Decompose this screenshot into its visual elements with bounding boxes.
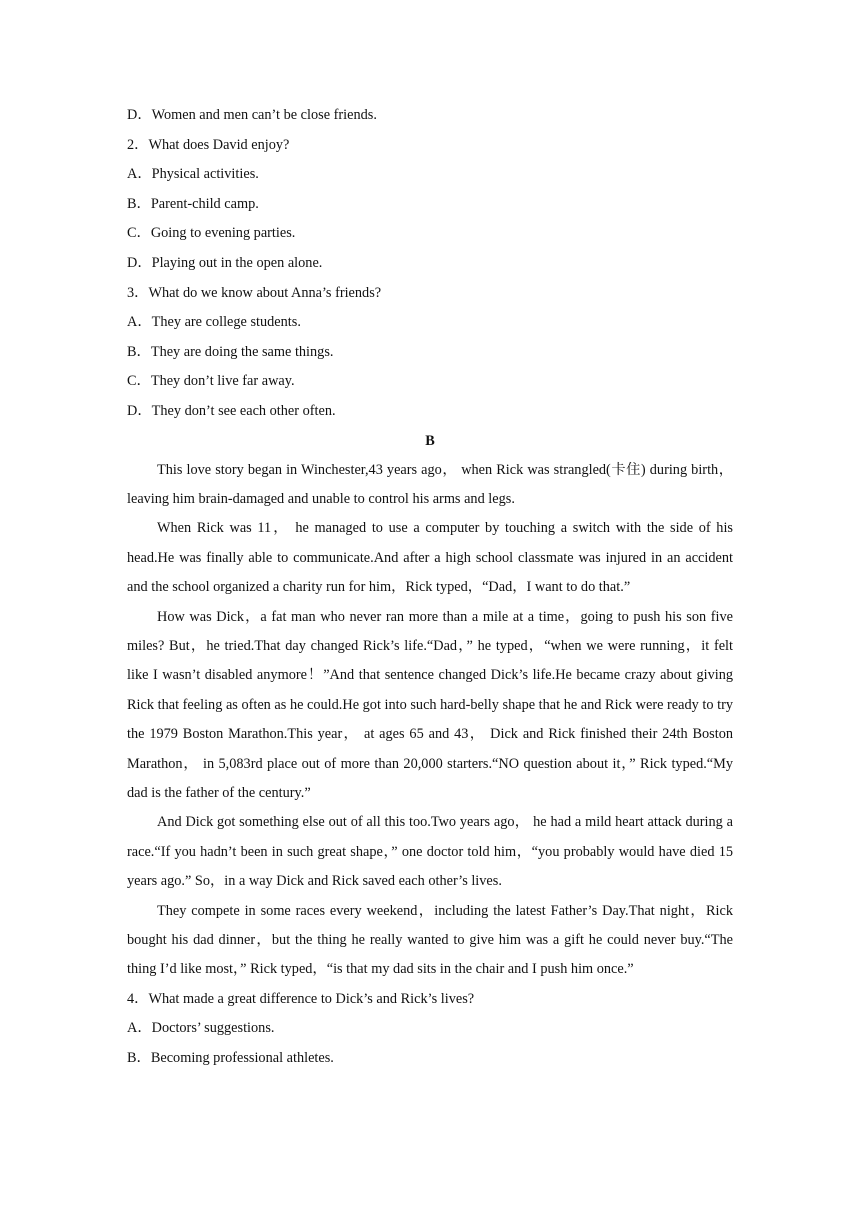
question-2-block [127,131,733,279]
option-q2-b: B．Parent-child camp. [127,195,259,212]
passage-paragraph-4: And Dick got something else out of all this too.Two years ago， he had a mild heart attack during a race.“If you hadn’t been in such great shape，” one doctor told him，“you probably would have died 15 years ago.” So，in a way Dick and Rick saved each other’s lives. [127,814,733,890]
section-heading: B [425,432,435,449]
option-q2-a: A．Physical activities. [127,166,259,183]
option-q2-d: D．Playing out in the open alone. [127,254,323,271]
option-q1-d: D．Women and men can’t be close friends. [127,107,377,123]
question-3-block [127,279,733,427]
question-4: 4．What made a great difference to Dick’s and Rick’s lives? [127,990,475,1007]
option-q3-b: B．They are doing the same things. [127,343,334,360]
option-q4-a: A．Doctors’ suggestions. [127,1020,275,1037]
answer-options-q1 [127,101,733,131]
option-q3-a: A．They are college students. [127,314,301,331]
question-4-block [127,985,733,1074]
document-page [127,101,733,1074]
question-2: 2．What does David enjoy? [127,136,290,153]
option-q3-d: D．They don’t see each other often. [127,402,336,419]
passage-paragraph-5: They compete in some races every weekend，including the latest Father’s Day.That night，Rick bought his dad dinner，but the thing he really wanted to give him was a gift he could never buy.“The thing I’d like most，” Rick typed，“is that my dad sits in the chair and I push him once.” [127,902,733,978]
passage-paragraph-2: When Rick was 11， he managed to use a computer by touching a switch with the side of his head.He was finally able to communicate.And after a high school classmate was injured in an accident and the school organized a charity run for him，Rick typed，“Dad，I want to do that.” [127,520,733,596]
passage-paragraph-3: How was Dick，a fat man who never ran more than a mile at a time，going to push his son five miles? But，he tried.That day changed Rick’s life.“Dad，” he typed，“when we were running，it felt like I wasn’t disabled anymore！”And that sentence changed Dick’s life.He became crazy about giving Rick that feeling as often as he could.He got into such hard-belly shape that he and Rick were ready to try the 1979 Boston Marathon.This year， at ages 65 and 43， Dick and Rick finished their 24th Boston Marathon， in 5,083rd place out of more than 20,000 starters.“NO question about it，” Rick typed.“My dad is the father of the century.” [127,608,733,801]
option-q4-b: B．Becoming professional athletes. [127,1050,334,1067]
option-q3-c: C．They don’t live far away. [127,373,295,390]
option-q2-c: C．Going to evening parties. [127,225,296,242]
reading-passage [127,456,733,985]
passage-paragraph-1: This love story began in Winchester,43 years ago， when Rick was strangled(卡住) during birth，leaving him brain-damaged and unable to control his arms and legs. [127,461,733,507]
question-3: 3．What do we know about Anna’s friends? [127,284,382,301]
